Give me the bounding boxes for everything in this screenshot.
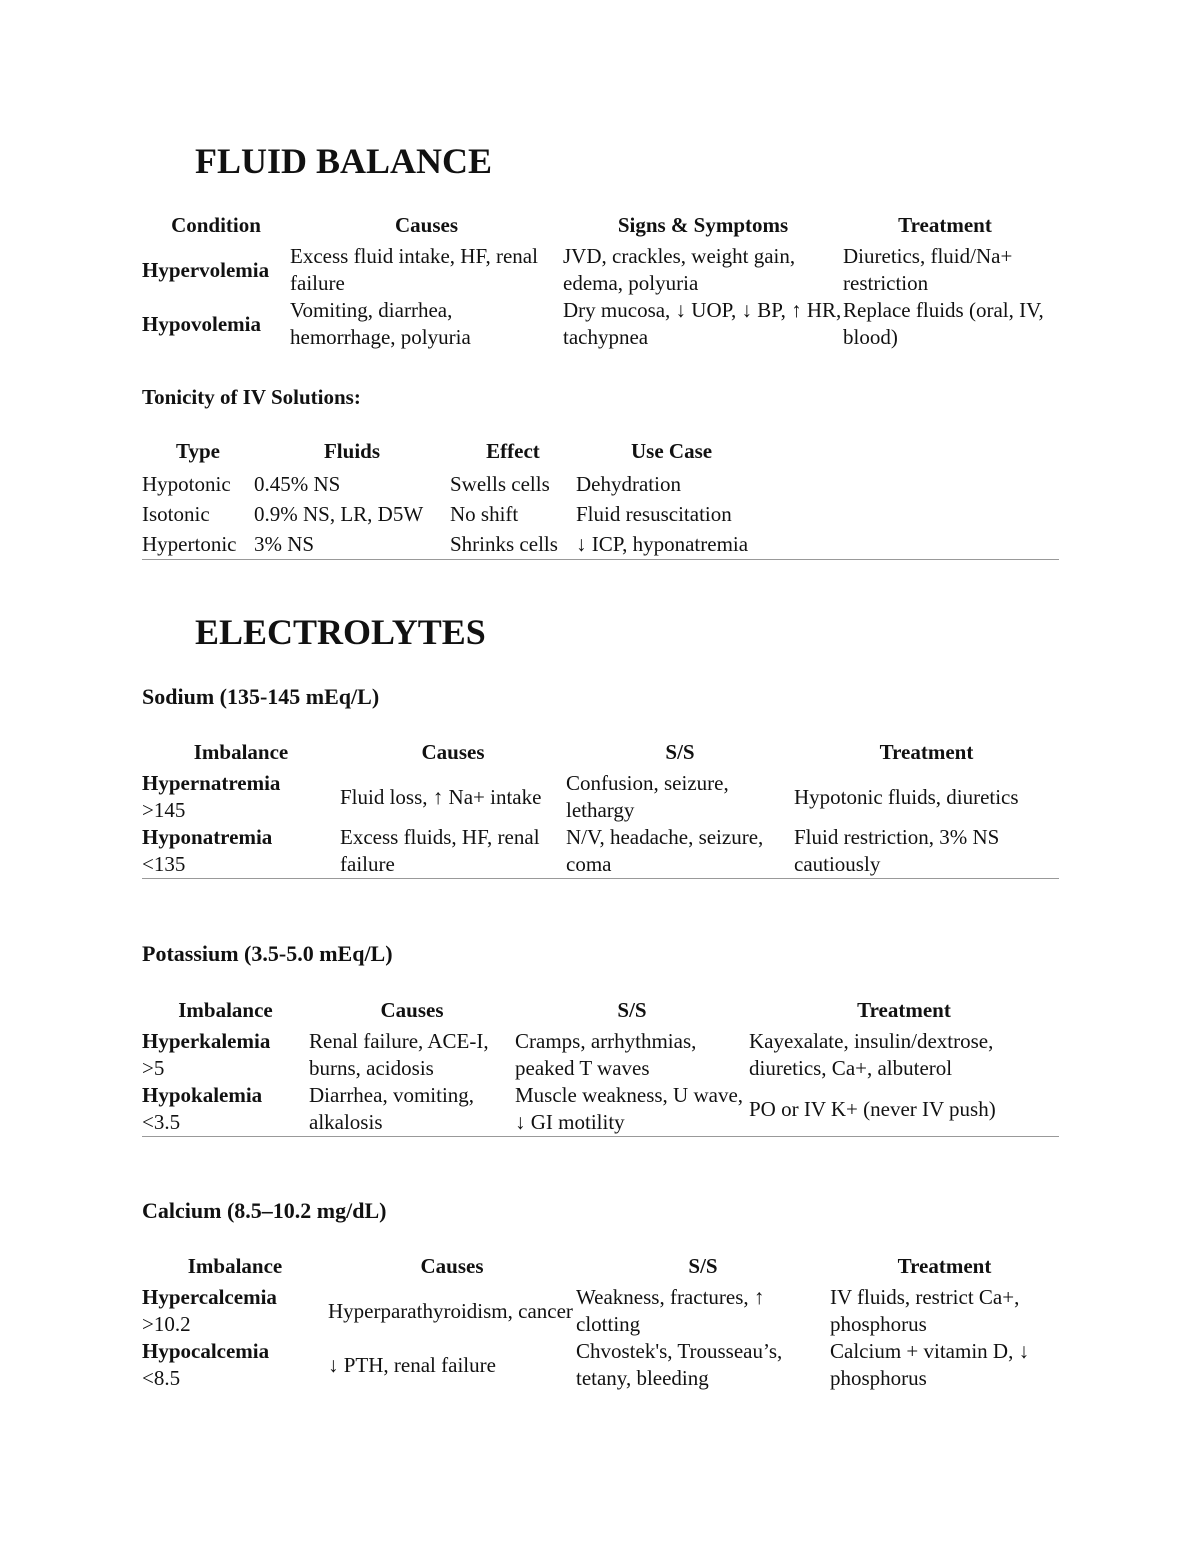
electrolytes-title: ELECTROLYTES xyxy=(195,612,486,652)
ss-cell: Confusion, seizure, lethargy xyxy=(566,771,729,822)
column-header: Signs & Symptoms xyxy=(617,213,789,237)
sodium-table xyxy=(142,739,1059,879)
ss-cell: Muscle weakness, U wave, ↓ GI motility xyxy=(515,1083,744,1134)
table-row xyxy=(142,770,1059,824)
fluid-balance-title: FLUID BALANCE xyxy=(195,141,493,181)
calcium-heading: Calcium (8.5–10.2 mg/dL) xyxy=(142,1198,387,1223)
table-header-row xyxy=(142,1253,1059,1284)
imbalance-range: >145 xyxy=(142,798,186,822)
column-header: Fluids xyxy=(323,439,381,463)
table-row xyxy=(142,1338,1059,1392)
causes-cell: Hyperparathyroidism, cancer xyxy=(328,1298,573,1323)
imbalance-name: Hypokalemia xyxy=(142,1083,263,1107)
imbalance-name: Hyponatremia xyxy=(142,825,273,849)
table-row xyxy=(142,1028,1059,1082)
treatment-cell: Kayexalate, insulin/dextrose, diuretics, Ca+, albuterol xyxy=(749,1029,994,1080)
imbalance-name: Hyperkalemia xyxy=(142,1029,271,1053)
imbalance-name: Hypercalcemia xyxy=(142,1285,277,1309)
column-header: Condition xyxy=(171,213,261,237)
condition-cell: Hypovolemia xyxy=(142,311,261,336)
column-header: Treatment xyxy=(897,1254,992,1278)
column-header: S/S xyxy=(665,740,695,764)
signs-cell: Dry mucosa, ↓ UOP, ↓ BP, ↑ HR, tachypnea xyxy=(563,298,842,349)
ss-cell: Cramps, arrhythmias, peaked T waves xyxy=(515,1029,697,1080)
imbalance-cell xyxy=(142,1028,309,1082)
table-row xyxy=(142,499,1059,529)
condition-cell: Hypervolemia xyxy=(142,257,270,282)
causes-cell: ↓ PTH, renal failure xyxy=(328,1352,496,1377)
use-case-cell: Dehydration xyxy=(576,471,681,496)
effect-cell: Swells cells xyxy=(450,471,550,496)
table-row xyxy=(142,824,1059,879)
potassium-heading: Potassium (3.5-5.0 mEq/L) xyxy=(142,941,393,966)
treatment-cell: Fluid restriction, 3% NS cautiously xyxy=(794,825,1000,876)
causes-cell: Vomiting, diarrhea, hemorrhage, polyuria xyxy=(290,298,471,349)
column-header: Treatment xyxy=(879,740,974,764)
table-header-row xyxy=(142,739,1059,770)
sodium-heading: Sodium (135-145 mEq/L) xyxy=(142,684,380,709)
fluid-balance-table xyxy=(142,212,1047,351)
table-row xyxy=(142,469,1059,499)
imbalance-range: >5 xyxy=(142,1056,165,1080)
ss-cell: Chvostek's, Trousseau’s, tetany, bleeding xyxy=(576,1339,783,1390)
column-header: Causes xyxy=(420,1254,484,1278)
table-row xyxy=(142,1284,1059,1338)
type-cell: Isotonic xyxy=(142,502,210,526)
effect-cell: Shrinks cells xyxy=(450,531,558,556)
imbalance-cell xyxy=(142,1284,328,1338)
column-header: Use Case xyxy=(631,439,713,463)
imbalance-cell xyxy=(142,824,340,879)
use-case-cell: Fluid resuscitation xyxy=(576,501,732,526)
effect-cell: No shift xyxy=(450,501,519,526)
ss-cell: Weakness, fractures, ↑ clotting xyxy=(576,1285,765,1336)
column-header: Imbalance xyxy=(178,998,273,1022)
imbalance-range: >10.2 xyxy=(142,1312,191,1336)
treatment-cell: Calcium + vitamin D, ↓ phosphorus xyxy=(830,1339,1030,1390)
type-cell: Hypotonic xyxy=(142,472,231,496)
fluids-cell: 0.45% NS xyxy=(254,471,341,496)
imbalance-range: <135 xyxy=(142,852,186,876)
column-header: Treatment xyxy=(857,998,951,1022)
tonicity-heading: Tonicity of IV Solutions: xyxy=(142,385,361,409)
treatment-cell: PO or IV K+ (never IV push) xyxy=(749,1096,996,1121)
column-header: Causes xyxy=(394,213,458,237)
table-row xyxy=(142,297,1047,351)
treatment-cell: Hypotonic fluids, diuretics xyxy=(794,784,1019,809)
treatment-cell: Replace fluids (oral, IV, blood) xyxy=(843,298,1044,349)
fluids-cell: 0.9% NS, LR, D5W xyxy=(254,501,424,526)
imbalance-cell xyxy=(142,1338,328,1392)
table-header-row xyxy=(142,997,1059,1028)
imbalance-cell xyxy=(142,1082,309,1137)
calcium-table xyxy=(142,1253,1059,1392)
table-header-row xyxy=(142,438,1059,469)
causes-cell: Excess fluid intake, HF, renal failure xyxy=(290,244,538,295)
column-header: Causes xyxy=(421,740,485,764)
table-row xyxy=(142,529,1059,560)
column-header: Effect xyxy=(486,439,540,463)
column-header: Type xyxy=(176,439,220,463)
imbalance-name: Hypernatremia xyxy=(142,771,281,795)
type-cell: Hypertonic xyxy=(142,532,237,556)
column-header: Causes xyxy=(380,998,444,1022)
table-header-row xyxy=(142,212,1047,243)
imbalance-cell xyxy=(142,770,340,824)
signs-cell: JVD, crackles, weight gain, edema, polyuria xyxy=(563,244,796,295)
imbalance-range: <3.5 xyxy=(142,1110,181,1134)
table-row xyxy=(142,243,1047,297)
fluids-cell: 3% NS xyxy=(254,531,315,556)
treatment-cell: IV fluids, restrict Ca+, phosphorus xyxy=(830,1285,1020,1336)
causes-cell: Excess fluids, HF, renal failure xyxy=(340,825,540,876)
column-header: S/S xyxy=(617,998,647,1022)
causes-cell: Renal failure, ACE-I, burns, acidosis xyxy=(309,1029,489,1080)
causes-cell: Diarrhea, vomiting, alkalosis xyxy=(309,1083,475,1134)
imbalance-range: <8.5 xyxy=(142,1366,181,1390)
causes-cell: Fluid loss, ↑ Na+ intake xyxy=(340,784,542,809)
ss-cell: N/V, headache, seizure, coma xyxy=(566,825,764,876)
table-row xyxy=(142,1082,1059,1137)
column-header: Imbalance xyxy=(187,1254,283,1278)
use-case-cell: ↓ ICP, hyponatremia xyxy=(576,531,749,556)
column-header: Imbalance xyxy=(193,740,289,764)
column-header: S/S xyxy=(688,1254,718,1278)
potassium-table xyxy=(142,997,1059,1137)
tonicity-table xyxy=(142,438,1059,560)
treatment-cell: Diuretics, fluid/Na+ restriction xyxy=(843,244,1013,295)
column-header: Treatment xyxy=(898,213,992,237)
imbalance-name: Hypocalcemia xyxy=(142,1339,270,1363)
